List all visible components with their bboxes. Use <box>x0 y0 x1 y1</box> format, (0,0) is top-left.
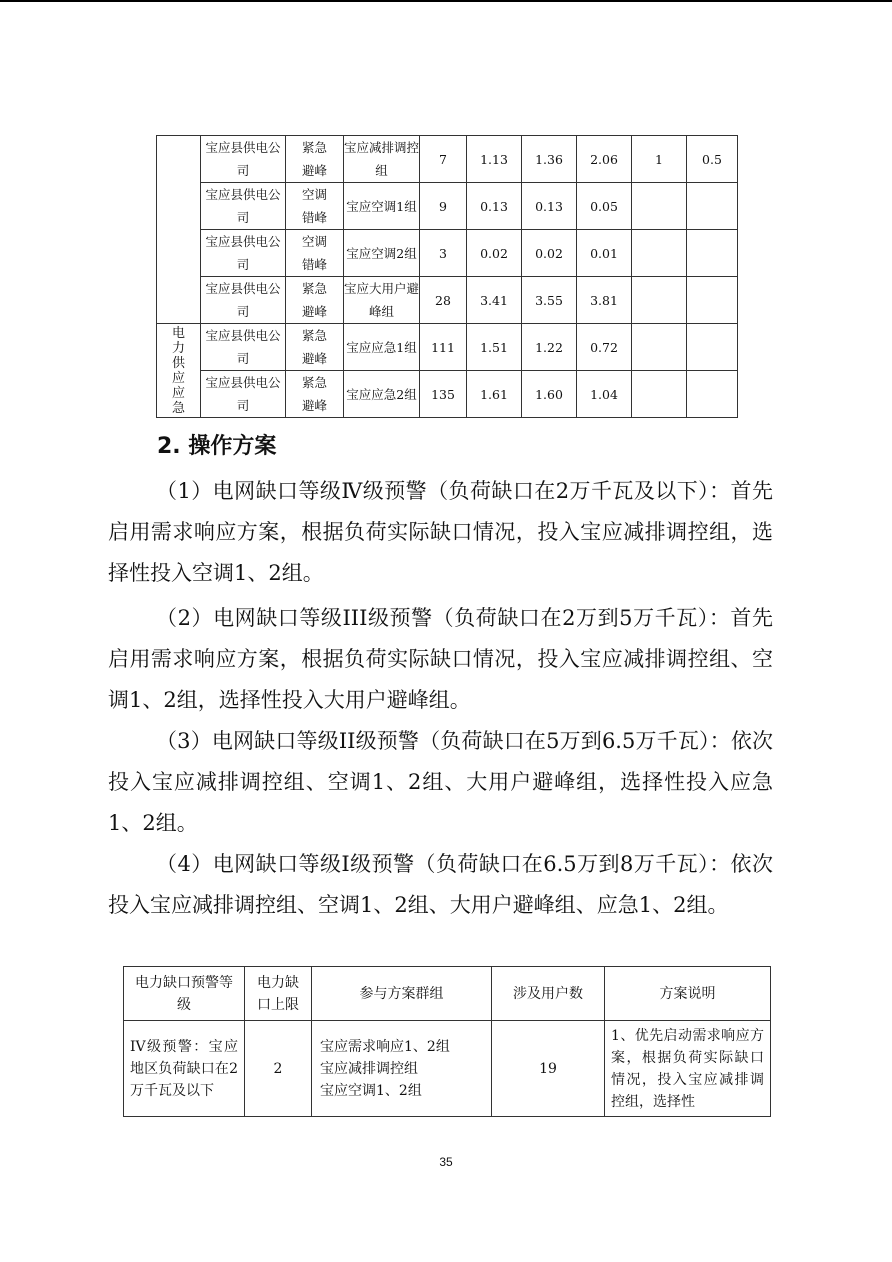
category-cell <box>157 136 201 324</box>
group-cell: 宝应空调2组 <box>344 230 420 277</box>
table-row <box>157 183 738 230</box>
value-cell <box>632 277 687 324</box>
users-cell: 111 <box>420 324 467 371</box>
users-cell: 3 <box>420 230 467 277</box>
value-cell <box>632 324 687 371</box>
value-cell <box>632 230 687 277</box>
group-cell: 宝应应急2组 <box>344 371 420 418</box>
header-cell: 电力缺口预警等级 <box>124 967 245 1021</box>
header-cell: 电力缺口上限 <box>245 967 312 1021</box>
value-cell: 1.60 <box>522 371 577 418</box>
category-cell: 电力供应应急 <box>157 324 201 418</box>
header-cell: 方案说明 <box>605 967 771 1021</box>
type-cell: 紧急避峰 <box>286 277 344 324</box>
group-cell: 宝应应急1组 <box>344 324 420 371</box>
company-cell: 宝应县供电公司 <box>201 371 286 418</box>
groups-cell <box>312 1021 492 1117</box>
level-cell: IV级预警：宝应地区负荷缺口在2万千瓦及以下 <box>124 1021 245 1117</box>
paragraph-level-1: （4）电网缺口等级I级预警（负荷缺口在6.5万到8万千瓦）：依次投入宝应减排调控组、空调1、2组、大用户避峰组、应急1、2组。 <box>108 852 773 917</box>
value-cell: 1.51 <box>467 324 522 371</box>
type-cell: 紧急避峰 <box>286 136 344 183</box>
value-cell <box>632 183 687 230</box>
users-cell: 7 <box>420 136 467 183</box>
value-cell <box>632 371 687 418</box>
value-cell: 0.72 <box>577 324 632 371</box>
header-cell: 参与方案群组 <box>312 967 492 1021</box>
paragraph-level-4: （1）电网缺口等级Ⅳ级预警（负荷缺口在2万千瓦及以下）：首先启用需求响应方案，根据负荷实际缺口情况，投入宝应减排调控组，选择性投入空调1、2组。 <box>108 479 773 585</box>
table-row <box>157 230 738 277</box>
group-line: 宝应减排调控组 <box>320 1060 418 1077</box>
value-cell: 3.81 <box>577 277 632 324</box>
limit-cell: 2 <box>245 1021 312 1117</box>
dispatch-group-table <box>156 135 738 418</box>
group-line: 宝应空调1、2组 <box>320 1082 422 1099</box>
group-cell: 宝应空调1组 <box>344 183 420 230</box>
table-header-row <box>124 967 771 1021</box>
top-border-line <box>0 0 892 2</box>
value-cell: 1.22 <box>522 324 577 371</box>
group-line: 宝应需求响应1、2组 <box>320 1038 450 1055</box>
value-cell: 1.04 <box>577 371 632 418</box>
paragraph-level-3: （2）电网缺口等级III级预警（负荷缺口在2万到5万千瓦）：首先启用需求响应方案，根据负荷实际缺口情况，投入宝应减排调控组、空调1、2组，选择性投入大用户避峰组。 <box>108 606 773 712</box>
table-row <box>124 1021 771 1117</box>
paragraph-level-2: （3）电网缺口等级II级预警（负荷缺口在5万到6.5万千瓦）：依次投入宝应减排调控组、空调1、2组、大用户避峰组，选择性投入应急1、2组。 <box>108 729 773 835</box>
company-cell: 宝应县供电公司 <box>201 183 286 230</box>
type-cell: 紧急避峰 <box>286 324 344 371</box>
type-cell: 空调错峰 <box>286 183 344 230</box>
value-cell <box>687 230 738 277</box>
warning-plan-table <box>123 966 771 1117</box>
company-cell: 宝应县供电公司 <box>201 136 286 183</box>
value-cell: 1.13 <box>467 136 522 183</box>
users-cell: 9 <box>420 183 467 230</box>
value-cell: 1.61 <box>467 371 522 418</box>
value-cell <box>687 324 738 371</box>
value-cell <box>687 371 738 418</box>
value-cell: 1.36 <box>522 136 577 183</box>
value-cell: 1 <box>632 136 687 183</box>
table-row <box>157 136 738 183</box>
value-cell: 0.02 <box>467 230 522 277</box>
value-cell: 0.13 <box>467 183 522 230</box>
value-cell: 0.01 <box>577 230 632 277</box>
table-row <box>157 371 738 418</box>
page-number: 35 <box>439 1155 453 1169</box>
value-cell: 2.06 <box>577 136 632 183</box>
value-cell <box>687 183 738 230</box>
company-cell: 宝应县供电公司 <box>201 277 286 324</box>
users-cell: 135 <box>420 371 467 418</box>
header-cell: 涉及用户数 <box>492 967 605 1021</box>
company-cell: 宝应县供电公司 <box>201 324 286 371</box>
value-cell <box>687 277 738 324</box>
description-cell: 1、优先启动需求响应方案，根据负荷实际缺口情况，投入宝应减排调控组，选择性 <box>605 1021 771 1117</box>
company-cell: 宝应县供电公司 <box>201 230 286 277</box>
value-cell: 3.55 <box>522 277 577 324</box>
group-cell: 宝应减排调控组 <box>344 136 420 183</box>
value-cell: 0.5 <box>687 136 738 183</box>
section-heading: 2. 操作方案 <box>157 434 277 459</box>
type-cell: 紧急避峰 <box>286 371 344 418</box>
group-cell: 宝应大用户避峰组 <box>344 277 420 324</box>
type-cell: 空调错峰 <box>286 230 344 277</box>
table-row <box>157 277 738 324</box>
value-cell: 3.41 <box>467 277 522 324</box>
users-cell: 28 <box>420 277 467 324</box>
value-cell: 0.05 <box>577 183 632 230</box>
value-cell: 0.02 <box>522 230 577 277</box>
table-row <box>157 324 738 371</box>
value-cell: 0.13 <box>522 183 577 230</box>
users-cell: 19 <box>492 1021 605 1117</box>
